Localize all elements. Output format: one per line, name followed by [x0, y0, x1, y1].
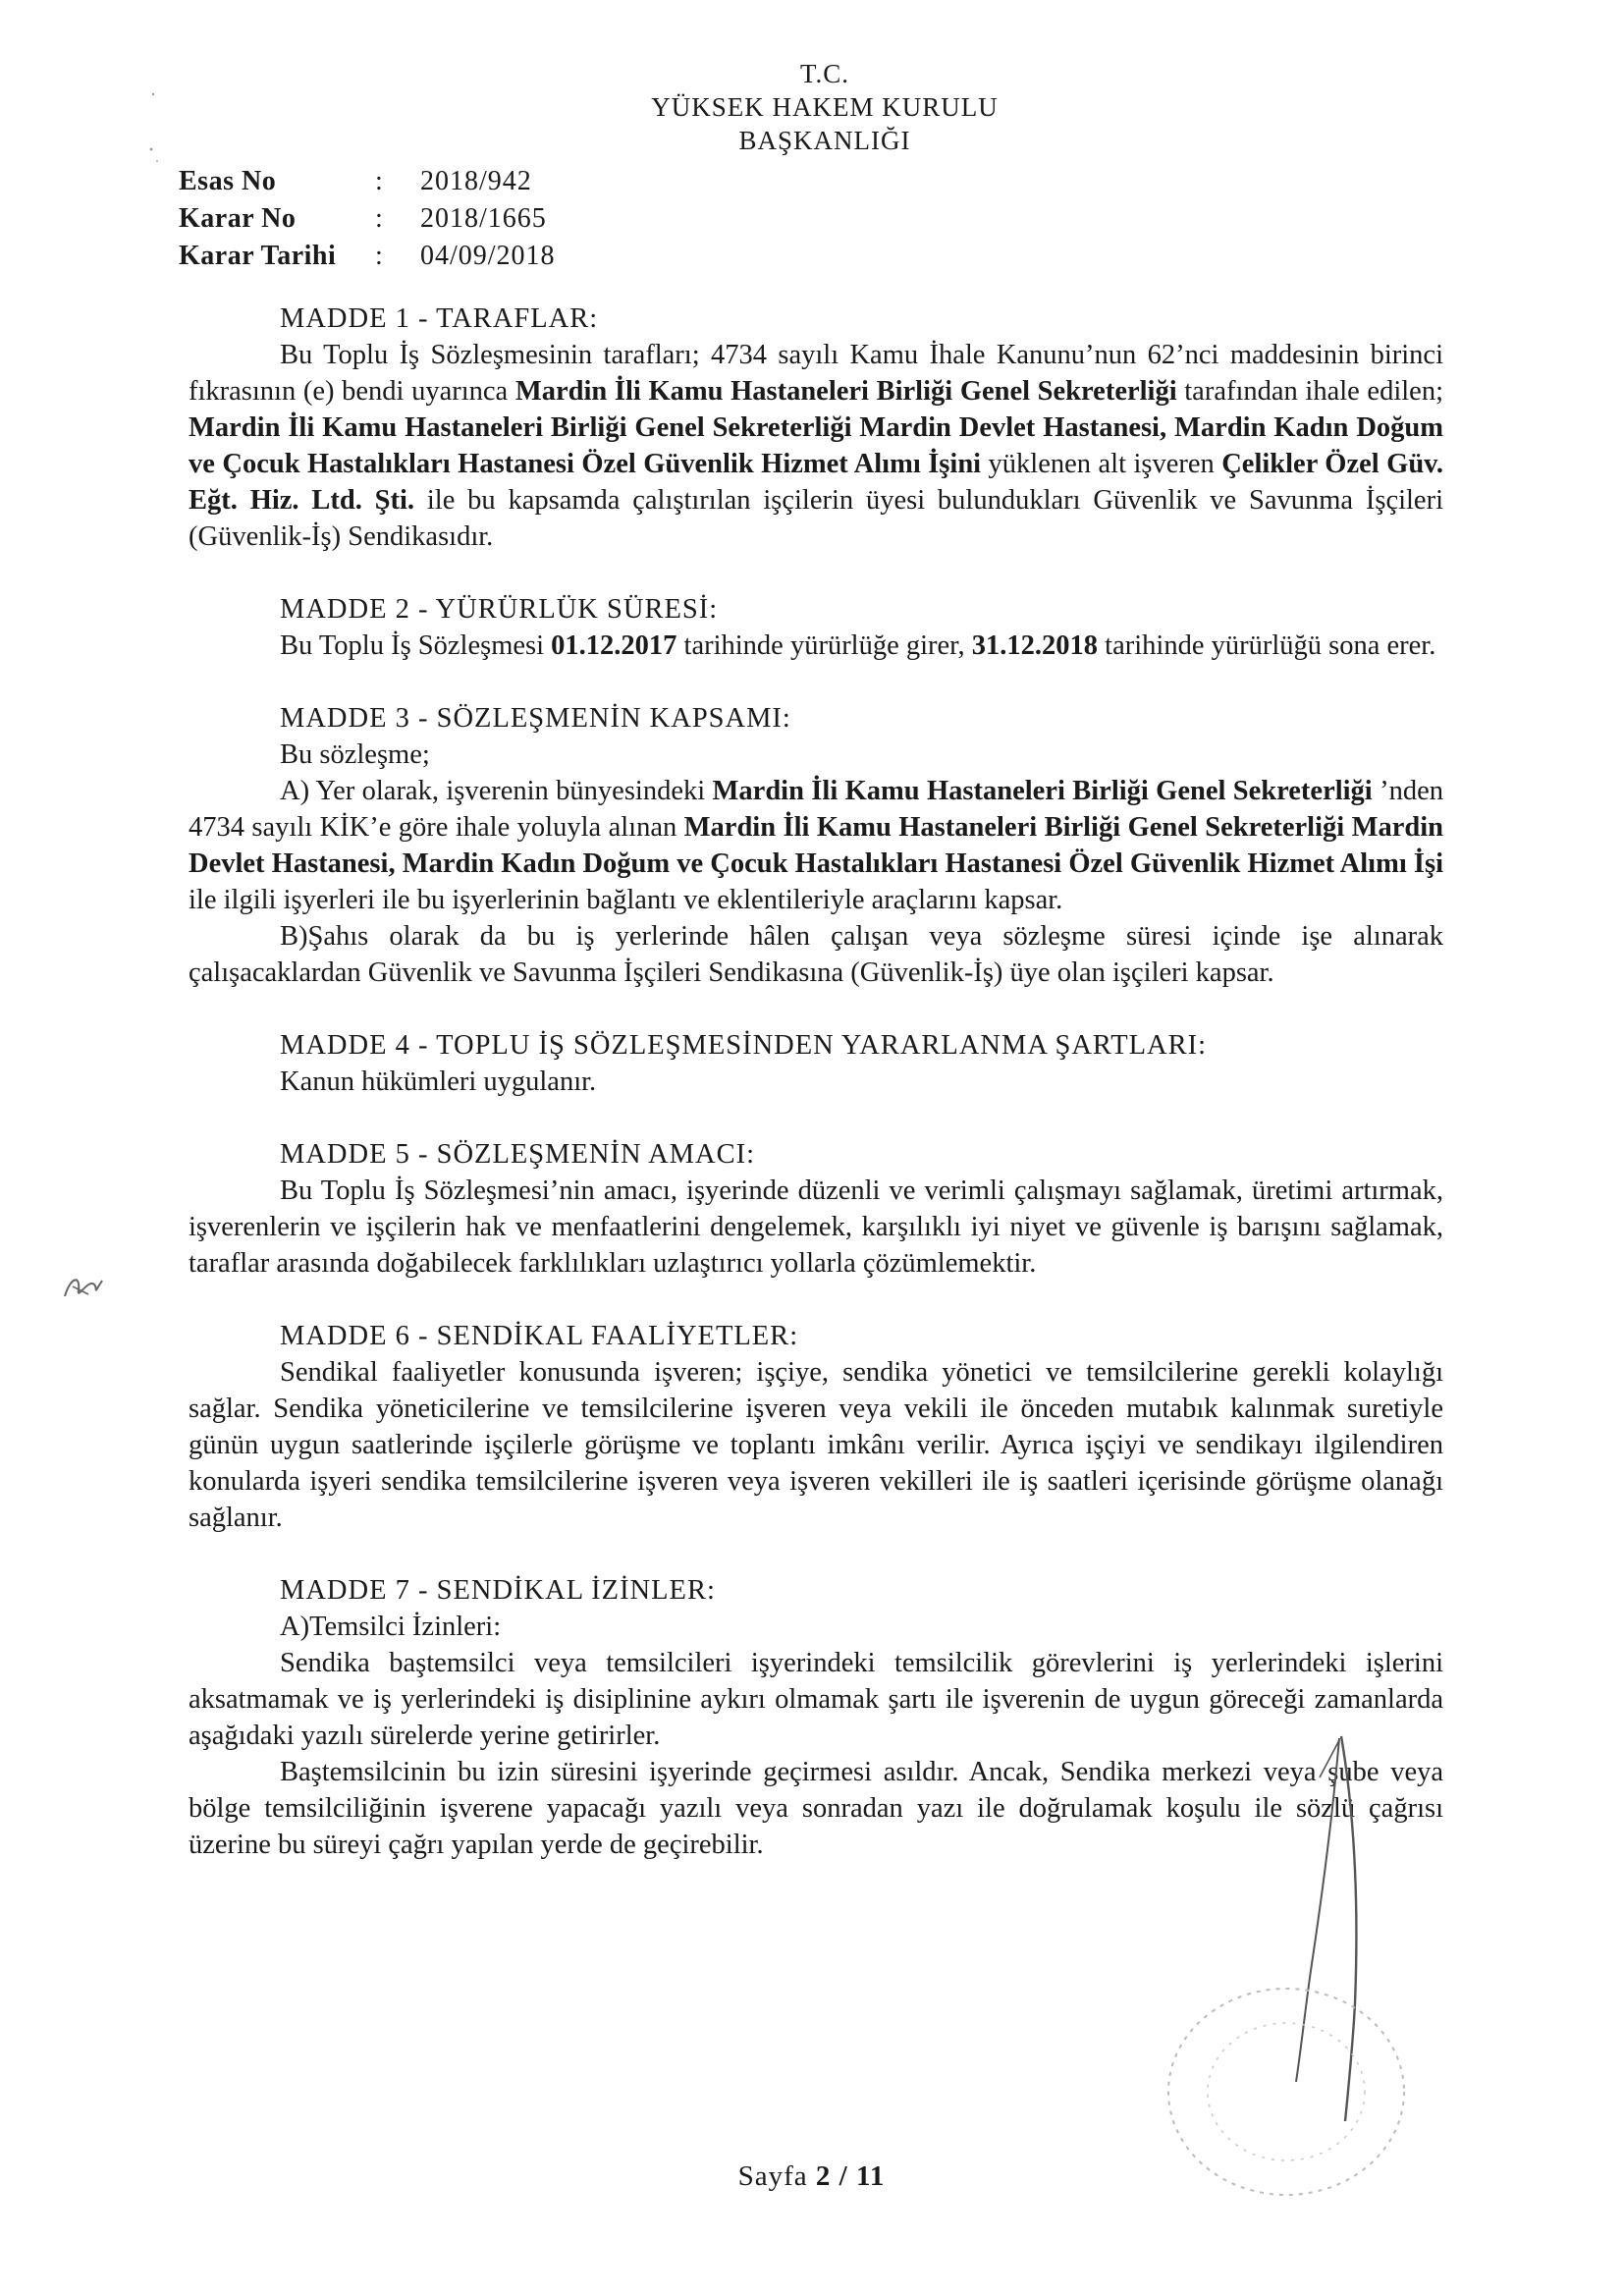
- meta-key: Esas No: [179, 166, 277, 196]
- section-paragraph-a: [189, 773, 1443, 918]
- section-paragraph: [189, 628, 1443, 664]
- bold-run: Mardin İli Kamu Hastaneleri Birliği Genel Sekreterliği: [712, 776, 1373, 806]
- case-meta: [179, 163, 556, 275]
- section-title: MADDE 6 - SENDİKAL FAALİYETLER:: [280, 1321, 799, 1351]
- section-madde-2: [189, 591, 1443, 664]
- text-run: yüklenen alt işveren: [981, 449, 1222, 479]
- section-title: MADDE 1 - TARAFLAR:: [280, 303, 599, 334]
- section-paragraph: Kanun hükümleri uygulanır.: [280, 1066, 597, 1097]
- bold-run: Mardin İli Kamu Hastaneleri Birliği Genel Sekreterliği Mardin Devlet Hastanesi, Mardin Kadın Doğum ve Çocuk Hastalıkları Hastanesi Özel Güvenlik Hizmet Alımı İşi: [189, 812, 1443, 879]
- text-run: A) Yer olarak, işverenin bünyesindeki: [280, 776, 713, 806]
- meta-key: Karar No: [179, 203, 297, 234]
- section-madde-1: [189, 301, 1443, 555]
- section-title: MADDE 5 - SÖZLEŞMENİN AMACI:: [280, 1139, 755, 1170]
- header-institution: YÜKSEK HAKEM KURULU: [651, 92, 999, 122]
- section-paragraph: Sendika baştemsilci veya temsilcileri işyerindeki temsilcilik görevlerini iş yerlerindeki işlerini aksatmamak ve iş yerlerindeki iş disiplinine aykırı olmamak şartı ile işverenin de uygun göreceği zamanlarda aşağıdaki yazılı sürelerde yerine getirirler.: [189, 1648, 1443, 1751]
- meta-value: 2018/942: [420, 166, 532, 196]
- meta-value: 2018/1665: [420, 203, 547, 234]
- section-title: MADDE 4 - TOPLU İŞ SÖZLEŞMESİNDEN YARARLANMA ŞARTLARI:: [280, 1030, 1208, 1061]
- bold-run: Mardin İli Kamu Hastaneleri Birliği Genel Sekreterliği Mardin Devlet Hastanesi, Mardin Kadın Doğum ve Çocuk Hastalıkları Hastanesi Özel Güvenlik Hizmet Alımı İşini: [189, 412, 1443, 479]
- meta-row-esas: [179, 163, 556, 200]
- margin-initial-signature: [59, 1267, 108, 1306]
- text-run: ’nden 4734 sayılı KİK’e göre ihale yoluyla alınan: [189, 776, 1443, 843]
- section-paragraph: Baştemsilcinin bu izin süresini işyerinde geçirmesi asıldır. Ancak, Sendika merkezi veya şube veya bölge temsilciliğinin işverene yapacağı yazılı veya sonradan yazı ile doğrulamak koşulu ile sözlü çağrısı üzerine bu süreyi çağrı yapılan yerde de geçirebilir.: [189, 1757, 1443, 1860]
- section-paragraph: Bu Toplu İş Sözleşmesi’nin amacı, işyerinde düzenli ve verimli çalışmayı sağlamak, üretimi artırmak, işverenlerin ve işçilerin hak ve menfaatlerini dengelemek, karşılıklı iyi niyet ve güvenle iş barışını sağlamak, taraflar arasında doğabilecek farklılıkları uzlaştırıcı yollarla çözümlemektir.: [189, 1175, 1443, 1279]
- section-subtitle: A)Temsilci İzinleri:: [280, 1612, 502, 1642]
- section-madde-5: [189, 1136, 1443, 1282]
- meta-row-tarih: [179, 238, 556, 275]
- text-run: Bu Toplu İş Sözleşmesi: [280, 630, 552, 661]
- text-run: Bu Toplu İş Sözleşmesinin tarafları; 4734 sayılı Kamu İhale Kanunu’nun 62’nci maddesinin birinci fıkrasının (e) bendi uyarınca: [189, 340, 1443, 407]
- text-run: ile bu kapsamda çalıştırılan işçilerin üyesi bulundukları Güvenlik ve Savunma İşçileri (Güvenlik-İş) Sendikasıdır.: [189, 485, 1443, 552]
- section-paragraph: Sendikal faaliyetler konusunda işveren; işçiye, sendika yönetici ve temsilcilerine gerekli kolaylığı sağlar. Sendika yöneticilerine ve temsilcilerine işveren veya vekili ile önceden mutabık kalınmak suretiyle günün uygun saatlerinde işçilerle görüşme ve toplantı imkânı verilir. Ayrıca işçiyi ve sendikayı ilgilendiren konularda işyeri sendika temsilcilerine işveren veya işveren vekilleri ile iş saatleri içerisinde görüşme olanağı sağlanır.: [189, 1357, 1443, 1533]
- bold-run: Çelikler Özel Güv. Eğt. Hiz. Ltd. Şti.: [189, 449, 1443, 516]
- text-run: tarafından ihale edilen;: [1176, 376, 1443, 407]
- section-madde-3: [189, 700, 1443, 991]
- page-label: Sayfa: [737, 2160, 816, 2192]
- header-presidency: BAŞKANLIĞI: [738, 126, 911, 155]
- text-run: ile ilgili işyerleri ile bu işyerlerinin bağlantı ve eklentileriyle araçlarını kapsar.: [189, 885, 1063, 915]
- section-madde-6: [189, 1318, 1443, 1536]
- document-header: [550, 57, 1100, 157]
- meta-row-karar: [179, 200, 556, 238]
- section-paragraph-b: B)Şahıs olarak da bu iş yerlerinde hâlen çalışan veya sözleşme süresi içinde işe alınarak çalışacaklardan Güvenlik ve Savunma İşçileri Sendikasına (Güvenlik-İş) üye olan işçileri kapsar.: [189, 921, 1443, 988]
- text-run: tarihinde yürürlüğü sona erer.: [1098, 630, 1436, 661]
- meta-key: Karar Tarihi: [179, 241, 337, 271]
- section-intro: Bu sözleşme;: [280, 739, 430, 770]
- header-tc: T.C.: [800, 59, 849, 88]
- bold-run: Mardin İli Kamu Hastaneleri Birliği Genel Sekreterliği: [514, 376, 1177, 407]
- section-paragraph: [189, 337, 1443, 555]
- section-title: MADDE 7 - SENDİKAL İZİNLER:: [280, 1575, 716, 1606]
- text-run: tarihinde yürürlüğe girer,: [676, 630, 972, 661]
- meta-colon: :: [375, 241, 383, 271]
- section-madde-7: [189, 1572, 1443, 1863]
- stamp-seal: [1139, 1964, 1434, 2219]
- section-title: MADDE 2 - YÜRÜRLÜK SÜRESİ:: [280, 594, 719, 625]
- meta-value: 04/09/2018: [420, 241, 556, 271]
- scan-specks: [147, 88, 177, 167]
- page-current: 2: [815, 2160, 832, 2192]
- section-title: MADDE 3 - SÖZLEŞMENİN KAPSAMI:: [280, 703, 791, 734]
- meta-colon: :: [375, 203, 383, 234]
- document-body: [189, 301, 1443, 1899]
- section-madde-4: [189, 1027, 1443, 1100]
- page-separator: /: [831, 2160, 856, 2192]
- page-total: 11: [855, 2160, 886, 2192]
- bold-run: 01.12.2017: [551, 630, 677, 661]
- bold-run: 31.12.2018: [971, 630, 1099, 661]
- meta-colon: :: [375, 166, 383, 196]
